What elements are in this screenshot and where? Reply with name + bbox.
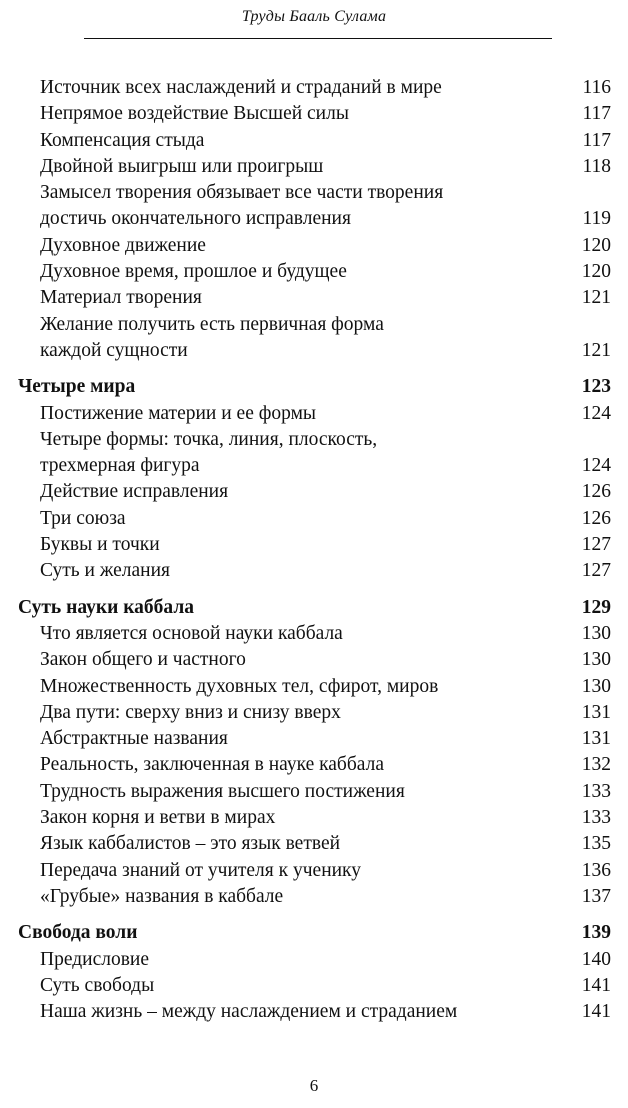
toc-section-heading [0, 595, 628, 621]
toc-entry-page: 141 [581, 974, 611, 996]
toc-entry-page: 132 [581, 754, 611, 776]
toc-entry-page: 123 [581, 376, 611, 398]
toc-entry [0, 101, 628, 127]
toc-entry-title: Компенсация стыда [40, 129, 205, 151]
toc-entry-page: 124 [581, 455, 611, 477]
toc-entry-title: Множественность духовных тел, сфирот, миров [40, 675, 439, 697]
toc-entry-title: Передача знаний от учителя к ученику [40, 859, 362, 881]
toc-entry [0, 558, 628, 584]
toc-entry [0, 726, 628, 752]
toc-entry [0, 479, 628, 505]
toc-entry [0, 884, 628, 910]
toc-entry-title: Действие исправления [40, 481, 229, 503]
toc-entry [0, 700, 628, 726]
toc-entry-page: 117 [582, 103, 611, 125]
toc-entry-page: 116 [582, 77, 611, 98]
toc-entry-page: 124 [581, 402, 611, 424]
toc-section-heading [0, 920, 628, 946]
toc-entry-page: 127 [581, 560, 611, 582]
toc-entry-page: 131 [581, 728, 611, 750]
toc-entry [0, 805, 628, 831]
toc-entry-title: Источник всех наслаждений и страданий в мире [40, 77, 442, 98]
toc-entry [0, 75, 628, 101]
toc-entry-page: 127 [581, 534, 611, 556]
toc-entry-title: Четыре мира [18, 376, 136, 398]
toc-entry-title: Постижение материи и ее формы [40, 402, 317, 424]
toc-entry-page: 136 [581, 859, 611, 881]
toc-entry-page: 130 [581, 649, 611, 671]
toc-entry-page: 141 [581, 1001, 611, 1023]
running-head: Труды Бааль Сулама [241, 8, 387, 25]
toc-entry-title: Буквы и точки [40, 534, 160, 556]
toc-section-heading [0, 374, 628, 400]
toc-entry-page: 130 [581, 622, 611, 644]
toc-entry-title: Духовное движение [40, 234, 206, 256]
toc-entry [0, 401, 628, 427]
toc-entry [0, 338, 628, 364]
toc-entry-title: Закон корня и ветви в мирах [40, 807, 276, 829]
toc-entry-title: Замысел творения обязывает все части творения [40, 182, 444, 204]
toc-entry-page: 131 [581, 701, 611, 723]
toc-entry-page: 120 [581, 234, 611, 256]
toc-entry-title: Суть науки каббала [18, 596, 195, 618]
toc-entry-title: Предисловие [40, 948, 150, 970]
toc-entry [0, 453, 628, 479]
toc-entry [0, 180, 628, 206]
toc-entry-title: трехмерная фигура [40, 455, 200, 477]
toc-entry [0, 999, 628, 1025]
toc-entry-title: Непрямое воздействие Высшей силы [40, 103, 349, 125]
toc-entry-title: Три союза [40, 507, 126, 529]
toc-entry [0, 233, 628, 259]
toc-entry [0, 647, 628, 673]
toc-entry-title: «Грубые» названия в каббале [40, 885, 284, 907]
toc-entry-title: Суть свободы [40, 974, 155, 996]
toc-entry-title: Духовное время, прошлое и будущее [40, 261, 347, 283]
toc-entry-page: 133 [581, 807, 611, 829]
page-number: 6 [309, 1076, 319, 1095]
toc-entry [0, 752, 628, 778]
toc-entry-title: Свобода воли [18, 922, 138, 944]
toc-entry [0, 973, 628, 999]
toc-entry [0, 506, 628, 532]
toc-entry-page: 137 [581, 885, 611, 907]
toc-entry [0, 285, 628, 311]
toc-entry-title: Абстрактные названия [40, 728, 228, 750]
toc-entry-title: Четыре формы: точка, линия, плоскость, [40, 428, 378, 450]
toc-entry-title: Трудность выражения высшего постижения [40, 780, 405, 802]
toc-entry-page: 140 [581, 948, 611, 970]
toc-entry [0, 947, 628, 973]
toc-entry [0, 154, 628, 180]
toc-entry-page: 118 [582, 155, 611, 177]
toc-entry-page: 121 [581, 287, 611, 309]
toc-entry [0, 532, 628, 558]
toc-entry-page: 135 [581, 833, 611, 855]
toc-entry-page: 120 [581, 261, 611, 283]
header-rule [84, 38, 552, 39]
toc-entry-title: Реальность, заключенная в науке каббала [40, 754, 384, 776]
toc-entry-title: достичь окончательного исправления [40, 208, 351, 230]
toc-entry-title: Язык каббалистов – это язык ветвей [40, 833, 341, 855]
toc-entry-page: 130 [581, 675, 611, 697]
toc-entry-title: Суть и желания [40, 560, 170, 582]
toc-entry [0, 779, 628, 805]
toc-entry [0, 206, 628, 232]
toc-entry-title: каждой сущности [40, 339, 188, 361]
toc-entry-page: 133 [581, 780, 611, 802]
toc-entry-title: Материал творения [40, 287, 202, 309]
toc-entry-page: 119 [582, 208, 611, 230]
toc-entry [0, 831, 628, 857]
toc-entry-page: 139 [581, 922, 611, 944]
toc-entry [0, 312, 628, 338]
toc-entry-page: 126 [581, 507, 611, 529]
toc-entry-title: Два пути: сверху вниз и снизу вверх [40, 701, 341, 723]
toc-entry-page: 126 [581, 481, 611, 503]
toc-entry [0, 858, 628, 884]
toc-entry-title: Закон общего и частного [40, 649, 246, 671]
toc-entry [0, 621, 628, 647]
toc-entry [0, 674, 628, 700]
toc-entry-title: Двойной выигрыш или проигрыш [40, 155, 324, 177]
toc-entry-page: 129 [581, 596, 611, 618]
toc-entry-page: 121 [581, 339, 611, 361]
toc-entry [0, 259, 628, 285]
toc-entry-title: Что является основой науки каббала [40, 622, 343, 644]
toc-entry-page: 117 [582, 129, 611, 151]
toc-entry [0, 427, 628, 453]
toc-entry [0, 128, 628, 154]
table-of-contents [0, 75, 628, 1025]
toc-entry-title: Наша жизнь – между наслаждением и страданием [40, 1001, 458, 1023]
toc-entry-title: Желание получить есть первичная форма [40, 313, 384, 335]
